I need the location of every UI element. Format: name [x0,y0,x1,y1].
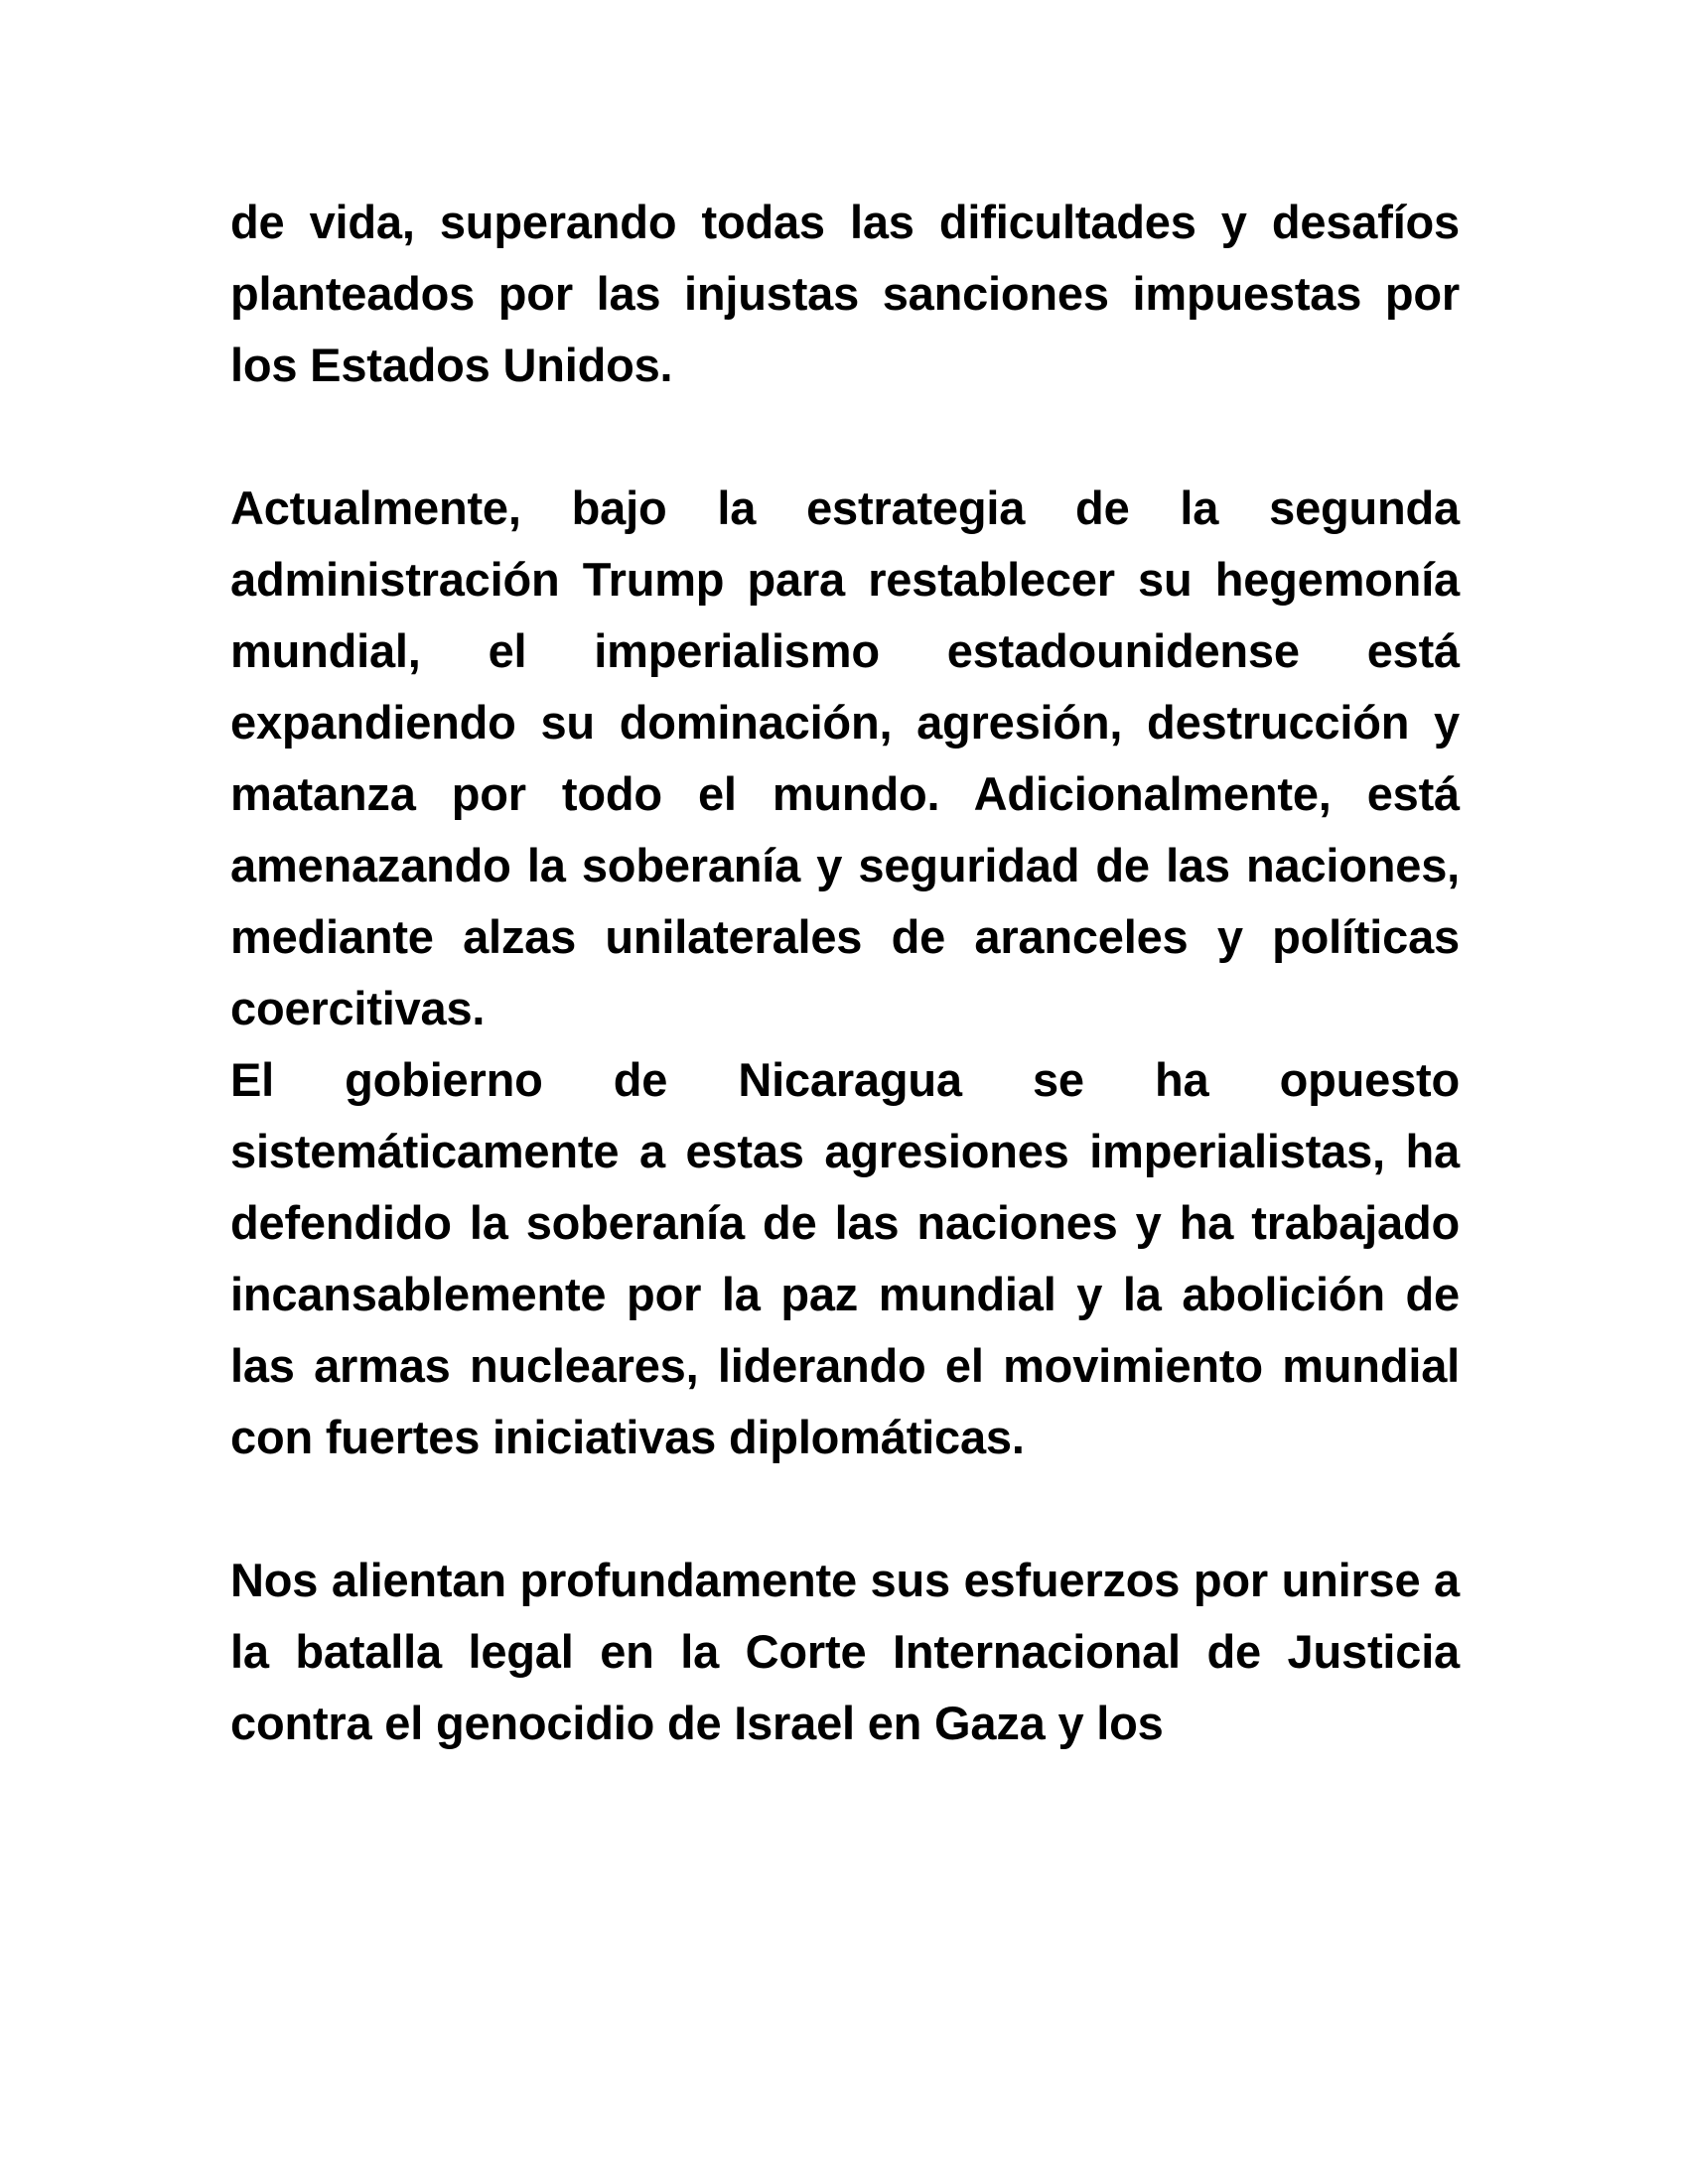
paragraph-2: Actualmente, bajo la estrategia de la segunda administración Trump para restablecer su hegemonía mundial, el imperialismo estadounidense está expandiendo su dominación, agresión, destrucción y matanza por todo el mundo. Adicionalmente, está amenazando la soberanía y seguridad de las naciones, mediante alzas unilaterales de aranceles y políticas coercitivas. [230,481,1460,1034]
paragraph-1: de vida, superando todas las dificultades y desafíos planteados por las injustas sanciones impuestas por los Estados Unidos. [230,196,1460,391]
paragraph-4: Nos alientan profundamente sus esfuerzos por unirse a la batalla legal en la Corte Internacional de Justicia contra el genocidio de Israel en Gaza y los [230,1554,1460,1749]
paragraph-spacer-1 [230,401,1460,473]
paragraph-3: El gobierno de Nicaragua se ha opuesto sistemáticamente a estas agresiones imperialistas, ha defendido la soberanía de las naciones y ha trabajado incansablemente por la paz mundial y la abolición de las armas nucleares, liderando el movimiento mundial con fuertes iniciativas diplomáticas. [230,1053,1460,1463]
document-body [230,187,1460,1759]
paragraph-spacer-2 [230,1473,1460,1545]
